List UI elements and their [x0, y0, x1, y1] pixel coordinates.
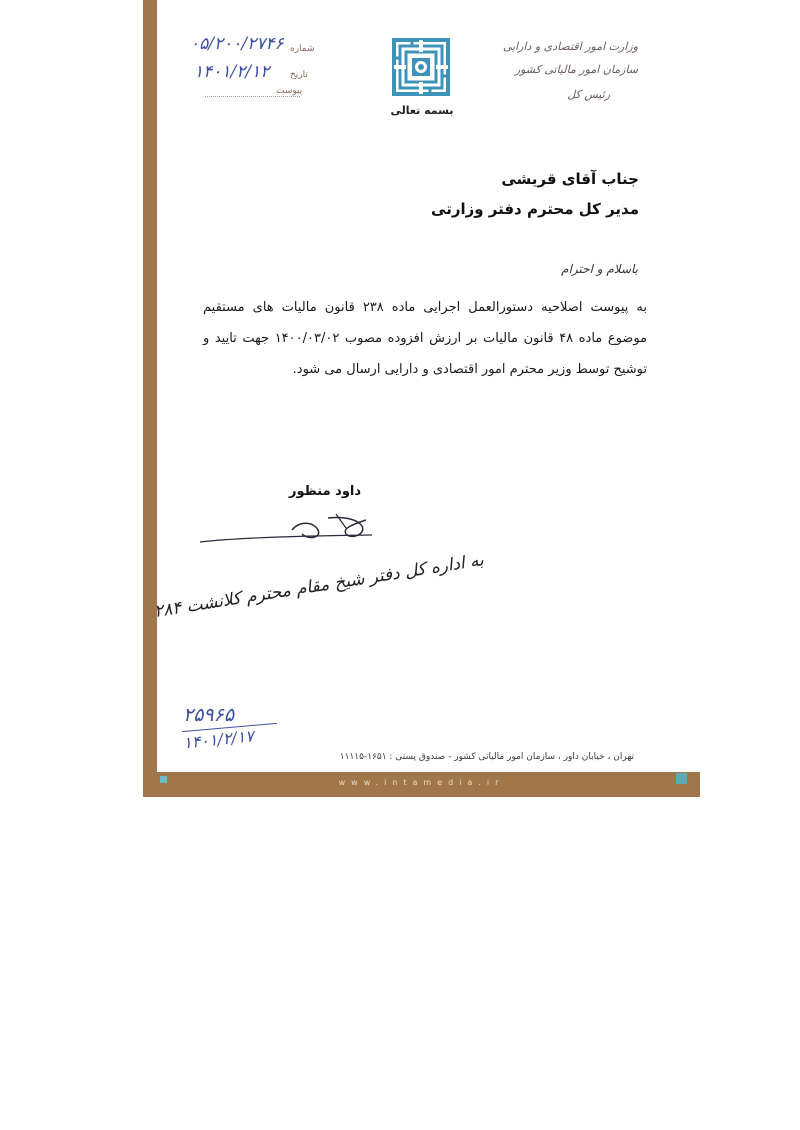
letter-date-value: ۱۴۰۱/۲/۱۲	[194, 62, 270, 82]
letter-number-label: شماره	[290, 44, 315, 54]
footer-square-right-icon	[676, 773, 687, 784]
intamedia-logo-icon	[390, 36, 452, 98]
margin-note	[152, 550, 486, 623]
footer-website: www.intamedia.ir	[338, 778, 505, 787]
ministry-name: وزارت امور اقتصادی و دارایی	[502, 40, 638, 53]
organization-name: سازمان امور مالیاتی کشور	[514, 63, 638, 76]
signature-icon	[196, 508, 376, 553]
footer-strip	[143, 772, 700, 797]
recipient-name: جناب آقای قریشی	[501, 170, 639, 188]
receipt-number: ۲۵۹۶۵	[183, 704, 235, 726]
letter-date-label: تاریخ	[290, 70, 308, 80]
attachment-label: پیوست	[276, 86, 303, 96]
letter-number-value: ۰۵/۲۰۰/۲۷۴۶	[190, 34, 284, 54]
bismillah-heading: بسمه تعالی	[390, 104, 454, 117]
attachment-line	[205, 96, 300, 97]
letter-body: به پیوست اصلاحیه دستورالعمل اجرایی ماده ۲۳۸ قانون مالیات های مستقیم موضوع ماده ۴۸ قانون مالیات بر ارزش افزوده مصوب ۱۴۰۰/۰۳/۰۲ جهت تایید و توشیح توسط وزیر محترم امور اقتصادی و دارایی ارسال می شود.	[203, 300, 648, 377]
footer-address: تهران ، خیابان داور ، سازمان امور مالیاتی کشور - صندوق پستی : ۱۶۵۱-۱۱۱۱۵	[339, 752, 634, 762]
head-title: رئیس کل	[567, 88, 610, 101]
greeting: باسلام و احترام	[561, 262, 638, 276]
signer-name: داود منظور	[288, 484, 362, 499]
recipient-title: مدیر کل محترم دفتر وزارتی	[431, 200, 639, 218]
margin-note-text: به اداره کل دفتر شیخ مقام محترم کلانشت ۲۸۴	[152, 550, 486, 623]
receipt-date: ۱۴۰۱/۲/۱۷	[182, 726, 255, 753]
footer-square-left-icon	[160, 776, 167, 783]
